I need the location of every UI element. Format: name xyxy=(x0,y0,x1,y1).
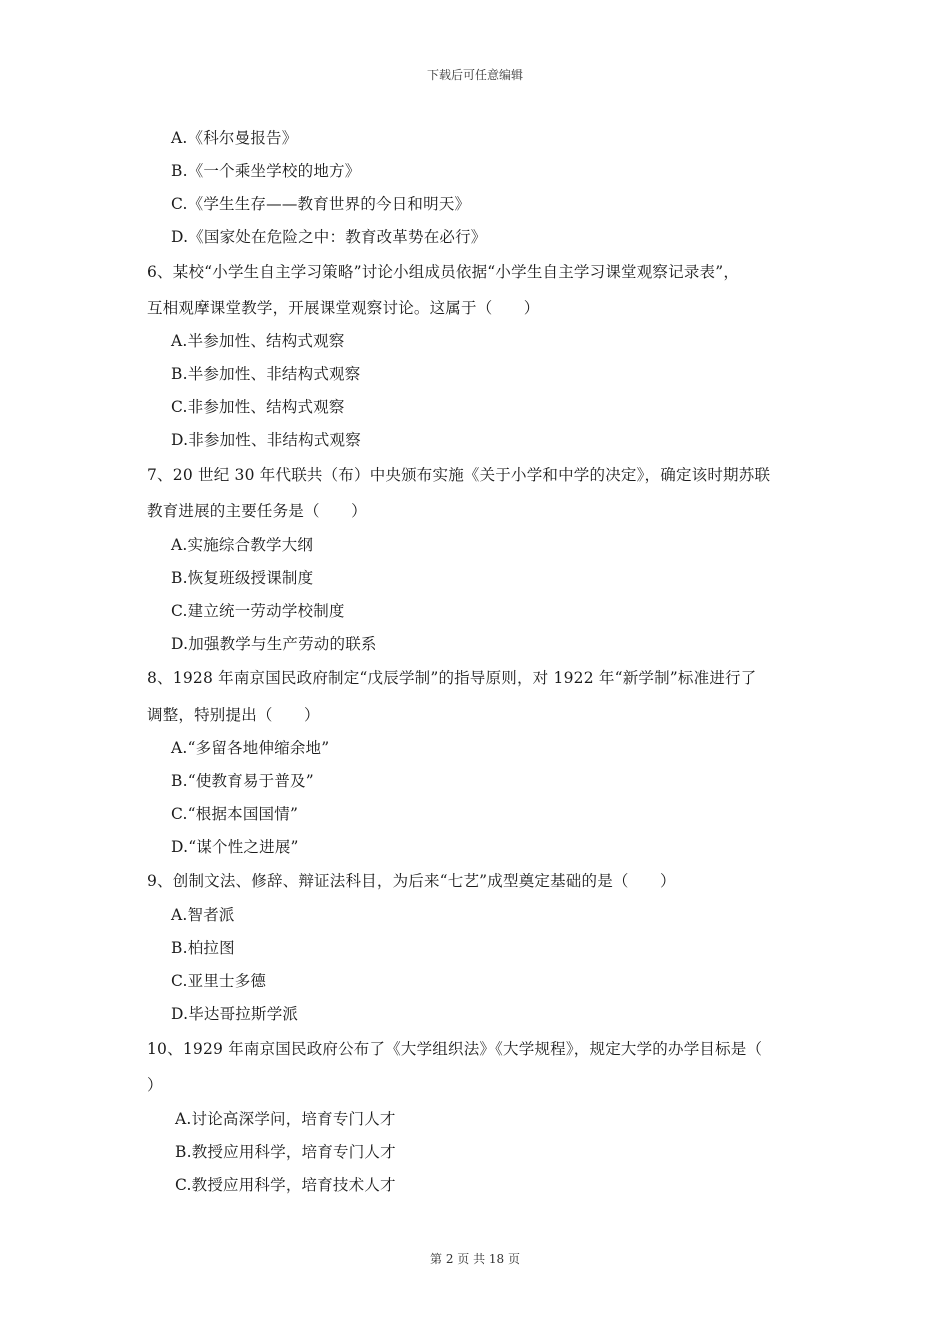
q6-option-b: B.半参加性、非结构式观察 xyxy=(171,365,361,383)
q5-option-a: A.《科尔曼报告》 xyxy=(171,129,298,147)
q6-option-d: D.非参加性、非结构式观察 xyxy=(171,431,361,449)
q10-option-b: B.教授应用科学，培育专门人才 xyxy=(175,1143,396,1161)
q6-option-a: A.半参加性、结构式观察 xyxy=(171,332,345,350)
q8-stem-line1: 8、1928 年南京国民政府制定“戊辰学制”的指导原则，对 1922 年“新学制”标准进行了 xyxy=(147,669,757,687)
q8-option-a: A.“多留各地伸缩余地” xyxy=(171,739,330,757)
q7-option-d: D.加强教学与生产劳动的联系 xyxy=(171,635,377,653)
page-header: 下载后可任意编辑 xyxy=(426,68,523,82)
q10-option-a: A.讨论高深学问，培育专门人才 xyxy=(175,1110,396,1128)
q5-option-b: B.《一个乘坐学校的地方》 xyxy=(171,162,361,180)
q6-stem-line1: 6、某校“小学生自主学习策略”讨论小组成员依据“小学生自主学习课堂观察记录表”， xyxy=(147,263,740,281)
q5-option-c: C.《学生生存——教育世界的今日和明天》 xyxy=(171,195,471,213)
q8-option-c: C.“根据本国国情” xyxy=(171,805,299,823)
q10-stem-line2: ） xyxy=(147,1076,163,1094)
q7-stem-line1: 7、20 世纪 30 年代联共（布）中央颁布实施《关于小学和中学的决定》，确定该时期苏联 xyxy=(147,466,771,484)
q7-stem-line2: 教育进展的主要任务是（ ） xyxy=(147,502,367,520)
q5-option-d: D.《国家处在危险之中：教育改革势在必行》 xyxy=(171,228,487,246)
q7-option-c: C.建立统一劳动学校制度 xyxy=(171,602,345,620)
q9-stem-line1: 9、创制文法、修辞、辩证法科目，为后来“七艺”成型奠定基础的是（ ） xyxy=(147,872,676,890)
q9-option-a: A.智者派 xyxy=(171,906,235,924)
page-footer: 第 2 页 共 18 页 xyxy=(430,1252,520,1266)
q9-option-c: C.亚里士多德 xyxy=(171,972,267,990)
q6-stem-line2: 互相观摩课堂教学，开展课堂观察讨论。这属于（ ） xyxy=(147,299,540,317)
q6-option-c: C.非参加性、结构式观察 xyxy=(171,398,345,416)
q8-option-d: D.“谋个性之进展” xyxy=(171,838,299,856)
q8-stem-line2: 调整，特别提出（ ） xyxy=(147,706,320,724)
q7-option-b: B.恢复班级授课制度 xyxy=(171,569,314,587)
q9-option-d: D.毕达哥拉斯学派 xyxy=(171,1005,299,1023)
q10-option-c: C.教授应用科学，培育技术人才 xyxy=(175,1176,396,1194)
q9-option-b: B.柏拉图 xyxy=(171,939,235,957)
q10-stem-line1: 10、1929 年南京国民政府公布了《大学组织法》《大学规程》，规定大学的办学目标是（ xyxy=(147,1040,763,1058)
q8-option-b: B.“使教育易于普及” xyxy=(171,772,314,790)
q7-option-a: A.实施综合教学大纲 xyxy=(171,536,314,554)
